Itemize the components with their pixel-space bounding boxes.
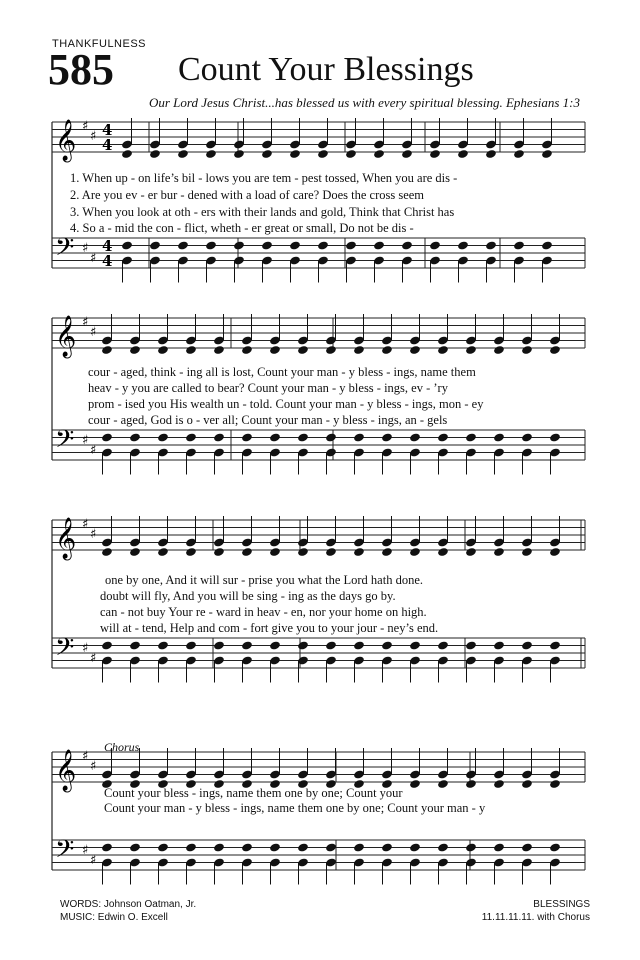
- bass-notes-1: [205, 240, 217, 250]
- treble-clef-icon-2: 𝄞: [55, 316, 77, 357]
- hymn-title: Count Your Blessings: [178, 51, 474, 88]
- treble-clef-icon-3: 𝄞: [55, 518, 77, 559]
- section-heading: THANKFULNESS: [52, 38, 147, 50]
- bass-notes-3: [157, 640, 169, 650]
- sharp-icon: ♯: [90, 443, 97, 458]
- bass-clef-icon-2: 𝄢: [55, 425, 75, 460]
- svg-text:4: 4: [102, 237, 113, 255]
- time-signature: 4: [102, 121, 113, 139]
- sharp-icon: ♯: [90, 527, 97, 542]
- sharp-icon: ♯: [90, 651, 97, 666]
- verse-3-line-3: can - not buy Your re - ward in heav - en, nor your home on high.: [100, 605, 427, 619]
- bass-notes-2: [549, 432, 561, 442]
- verse-2-line-2: heav - y you are called to bear? Count your man - y bless - ings, ev - ’ry: [88, 381, 448, 395]
- bass-notes-3: [437, 640, 449, 650]
- bass-notes-3: [269, 640, 281, 650]
- treble-clef-icon-1: 𝄞: [55, 120, 77, 161]
- bass-notes-3: [101, 640, 113, 650]
- sharp-icon: ♯: [90, 853, 97, 868]
- bass-notes-1: [317, 240, 329, 250]
- verse-1-line-1: 1. When up - on life’s bil - lows you are tem - pest tossed, When you are dis -: [70, 171, 458, 185]
- bass-notes-3: [241, 640, 253, 650]
- bass-notes-4: [241, 842, 253, 852]
- bass-notes-3: [185, 640, 197, 650]
- verse-2-line-3: doubt will fly, And you will be sing - ing as the days go by.: [100, 589, 396, 603]
- bass-notes-4: [185, 842, 197, 852]
- bass-notes-1: [289, 240, 301, 250]
- bass-notes-2: [129, 432, 141, 442]
- bass-notes-3: [465, 640, 477, 650]
- meter: 11.11.11.11. with Chorus: [481, 912, 590, 923]
- bass-notes-1: [121, 240, 133, 250]
- bass-notes-2: [409, 432, 421, 442]
- bass-notes-1: [345, 240, 357, 250]
- sharp-icon: ♯: [82, 517, 89, 532]
- bass-notes-1: [429, 240, 441, 250]
- bass-notes-3: [493, 640, 505, 650]
- bass-notes-1: [485, 240, 497, 250]
- bass-notes-4: [381, 842, 393, 852]
- chorus-line-2: Count your man - y bless - ings, name them one by one; Count your man - y: [104, 801, 486, 815]
- bass-notes-4: [521, 842, 533, 852]
- bass-clef-icon-1: 𝄢: [55, 233, 75, 268]
- words-credit: WORDS: Johnson Oatman, Jr.: [60, 899, 197, 910]
- bass-notes-3: [325, 640, 337, 650]
- music-credit: MUSIC: Edwin O. Excell: [60, 912, 168, 923]
- verse-4-line-3: will at - tend, Help and com - fort give you to your jour - ney’s end.: [100, 621, 439, 635]
- bass-notes-2: [101, 432, 113, 442]
- bass-notes-4: [549, 842, 561, 852]
- sharp-icon: ♯: [90, 759, 97, 774]
- bass-notes-4: [325, 842, 337, 852]
- verse-1-line-3: one by one, And it will sur - prise you what the Lord hath done.: [105, 573, 423, 587]
- bass-notes-4: [465, 842, 477, 852]
- bass-notes-1: [149, 240, 161, 250]
- bass-notes-4: [409, 842, 421, 852]
- bass-notes-1: [541, 240, 553, 250]
- bass-notes-2: [269, 432, 281, 442]
- bass-notes-3: [409, 640, 421, 650]
- bass-notes-3: [353, 640, 365, 650]
- svg-text:4: 4: [102, 136, 113, 154]
- chorus-label: Chorus: [104, 740, 140, 754]
- verse-3-line-1: 3. When you look at oth - ers with their lands and gold, Think that Christ has: [70, 205, 455, 219]
- bass-notes-4: [101, 842, 113, 852]
- bass-notes-4: [269, 842, 281, 852]
- bass-notes-2: [381, 432, 393, 442]
- bass-notes-2: [185, 432, 197, 442]
- sharp-icon: ♯: [82, 119, 89, 134]
- bass-notes-2: [521, 432, 533, 442]
- bass-notes-1: [513, 240, 525, 250]
- bass-notes-2: [241, 432, 253, 442]
- bass-notes-2: [297, 432, 309, 442]
- bass-notes-1: [177, 240, 189, 250]
- scripture-epigraph: Our Lord Jesus Christ...has blessed us with every spiritual blessing. Ephesians 1:3: [148, 95, 580, 110]
- bass-notes-3: [213, 640, 225, 650]
- bass-notes-3: [549, 640, 561, 650]
- bass-notes-1: [457, 240, 469, 250]
- bass-notes-4: [437, 842, 449, 852]
- bass-notes-1: [233, 240, 245, 250]
- bass-notes-2: [493, 432, 505, 442]
- bass-notes-3: [297, 640, 309, 650]
- bass-notes-4: [353, 842, 365, 852]
- bass-notes-4: [213, 842, 225, 852]
- sharp-icon: ♯: [82, 843, 89, 858]
- sharp-icon: ♯: [82, 433, 89, 448]
- verse-2-line-1: 2. Are you ev - er bur - dened with a load of care? Does the cross seem: [70, 188, 425, 202]
- treble-clef-icon-4: 𝄞: [55, 750, 77, 791]
- bass-notes-3: [381, 640, 393, 650]
- verse-1-line-2: cour - aged, think - ing all is lost, Count your man - y bless - ings, name them: [88, 365, 476, 379]
- sharp-icon: ♯: [82, 241, 89, 256]
- bass-notes-3: [521, 640, 533, 650]
- bass-notes-2: [353, 432, 365, 442]
- sharp-icon: ♯: [90, 129, 97, 144]
- bass-clef-icon-3: 𝄢: [55, 633, 75, 668]
- tune-name: BLESSINGS: [533, 899, 590, 910]
- bass-notes-3: [129, 640, 141, 650]
- bass-notes-1: [373, 240, 385, 250]
- bass-notes-2: [213, 432, 225, 442]
- verse-3-line-2: prom - ised you His wealth un - told. Count your man - y bless - ings, mon - ey: [88, 397, 484, 411]
- hymn-number: 585: [48, 45, 114, 94]
- bass-notes-1: [401, 240, 413, 250]
- bass-notes-4: [157, 842, 169, 852]
- sharp-icon: ♯: [82, 641, 89, 656]
- bass-notes-4: [493, 842, 505, 852]
- bass-notes-1: [261, 240, 273, 250]
- bass-clef-icon-4: 𝄢: [55, 835, 75, 870]
- verse-4-line-2: cour - aged, God is o - ver all; Count your man - y bless - ings, an - gels: [88, 413, 448, 427]
- bass-notes-4: [129, 842, 141, 852]
- bass-notes-2: [437, 432, 449, 442]
- chorus-line-1: Count your bless - ings, name them one by one; Count your: [104, 786, 403, 800]
- sharp-icon: ♯: [82, 315, 89, 330]
- bass-notes-2: [157, 432, 169, 442]
- svg-text:4: 4: [102, 252, 113, 270]
- verse-4-line-1: 4. So a - mid the con - flict, wheth - er great or small, Do not be dis -: [70, 221, 414, 235]
- bass-notes-2: [465, 432, 477, 442]
- bass-notes-2: [325, 432, 337, 442]
- sharp-icon: ♯: [90, 325, 97, 340]
- sharp-icon: ♯: [82, 749, 89, 764]
- sharp-icon: ♯: [90, 251, 97, 266]
- bass-notes-4: [297, 842, 309, 852]
